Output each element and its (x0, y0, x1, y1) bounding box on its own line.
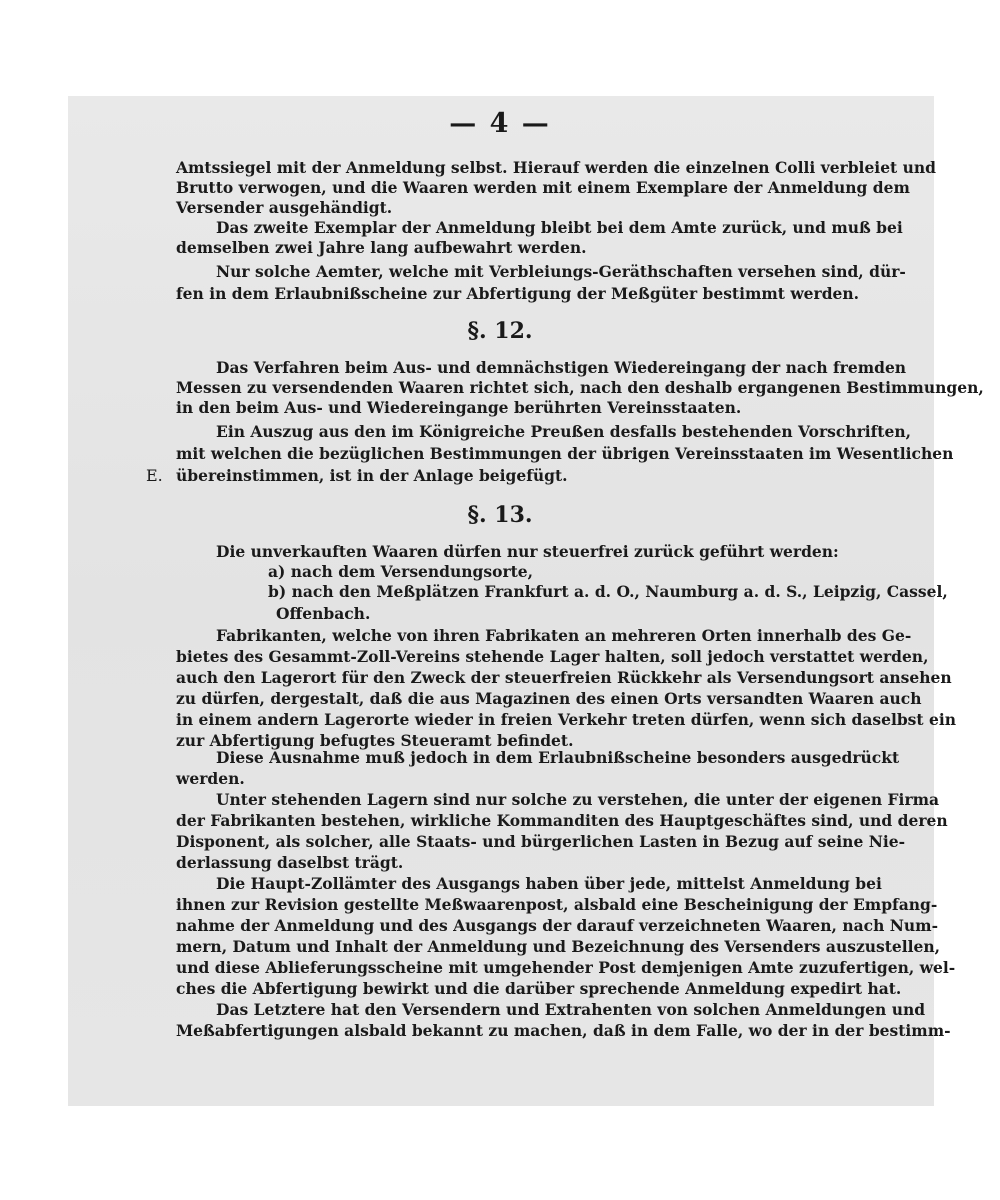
text-line: zur Abfertigung befugtes Steueramt befindet. (176, 731, 574, 750)
margin-annotation: E. (146, 466, 163, 485)
list-item-b-continuation: Offenbach. (276, 604, 371, 623)
text-line: der Fabrikanten bestehen, wirkliche Kommanditen des Hauptgeschäftes sind, und deren (176, 811, 948, 830)
text-line: Die Haupt-Zollämter des Ausgangs haben über jede, mittelst Anmeldung bei (216, 874, 882, 893)
list-item-b: b) nach den Meßplätzen Frankfurt a. d. O., Naumburg a. d. S., Leipzig, Cassel, (268, 582, 948, 601)
text-line: mit welchen die bezüglichen Bestimmungen der übrigen Vereinsstaaten im Wesentlichen (176, 444, 954, 463)
text-line: übereinstimmen, ist in der Anlage beigefügt. (176, 466, 568, 485)
text-line: Das Verfahren beim Aus- und demnächstigen Wiedereingang der nach fremden (216, 358, 907, 377)
text-line: ches die Abfertigung bewirkt und die darüber sprechende Anmeldung expedirt hat. (176, 979, 902, 998)
text-line: derlassung daselbst trägt. (176, 853, 404, 872)
text-line: nahme der Anmeldung und des Ausgangs der darauf verzeichneten Waaren, nach Num- (176, 916, 939, 935)
text-line: Amtssiegel mit der Anmeldung selbst. Hierauf werden die einzelnen Colli verbleiet und (176, 158, 936, 177)
text-line: auch den Lagerort für den Zweck der steuerfreien Rückkehr als Versendungsort ansehen (176, 668, 952, 687)
text-line: Brutto verwogen, und die Waaren werden mit einem Exemplare der Anmeldung dem (176, 178, 910, 197)
text-line: Die unverkauften Waaren dürfen nur steuerfrei zurück geführt werden: (216, 542, 839, 561)
section-heading-13: §. 13. (467, 502, 533, 528)
text-line: in den beim Aus- und Wiedereingange berührten Vereinsstaaten. (176, 398, 742, 417)
text-line: Das Letztere hat den Versendern und Extrahenten von solchen Anmeldungen und (216, 1000, 926, 1019)
text-line: Unter stehenden Lagern sind nur solche zu verstehen, die unter der eigenen Firma (216, 790, 940, 809)
text-line: Ein Auszug aus den im Königreiche Preußen desfalls bestehenden Vorschriften, (216, 422, 911, 441)
page-number: — 4 — (449, 108, 551, 139)
text-line: werden. (176, 769, 245, 788)
list-item-a: a) nach dem Versendungsorte, (268, 562, 534, 581)
text-line: Diese Ausnahme muß jedoch in dem Erlaubnißscheine besonders ausgedrückt (216, 748, 900, 767)
text-line: Disponent, als solcher, alle Staats- und bürgerlichen Lasten in Bezug auf seine Nie- (176, 832, 906, 851)
text-line: Das zweite Exemplar der Anmeldung bleibt bei dem Amte zurück, und muß bei (216, 218, 903, 237)
section-heading-12: §. 12. (467, 318, 533, 344)
text-line: in einem andern Lagerorte wieder in freien Verkehr treten dürfen, wenn sich daselbst ein (176, 710, 956, 729)
text-line: zu dürfen, dergestalt, daß die aus Magazinen des einen Orts versandten Waaren auch (176, 689, 922, 708)
text-line: und diese Ablieferungsscheine mit umgehender Post demjenigen Amte zuzufertigen, wel- (176, 958, 956, 977)
text-line: Meßabfertigungen alsbald bekannt zu machen, daß in dem Falle, wo der in der bestimm- (176, 1021, 951, 1040)
text-line: Messen zu versendenden Waaren richtet sich, nach den deshalb ergangenen Bestimmungen, (176, 378, 984, 397)
text-line: fen in dem Erlaubnißscheine zur Abfertigung der Meßgüter bestimmt werden. (176, 284, 860, 303)
text-line: Nur solche Aemter, welche mit Verbleiungs-Geräthschaften versehen sind, dür- (216, 262, 906, 281)
text-line: Versender ausgehändigt. (176, 198, 393, 217)
text-line: demselben zwei Jahre lang aufbewahrt werden. (176, 238, 587, 257)
text-line: bietes des Gesammt-Zoll-Vereins stehende Lager halten, soll jedoch verstattet werden, (176, 647, 929, 666)
text-line: ihnen zur Revision gestellte Meßwaarenpost, alsbald eine Bescheinigung der Empfang- (176, 895, 938, 914)
text-line: Fabrikanten, welche von ihren Fabrikaten an mehreren Orten innerhalb des Ge- (216, 626, 912, 645)
text-line: mern, Datum und Inhalt der Anmeldung und Bezeichnung des Versenders auszustellen, (176, 937, 941, 956)
